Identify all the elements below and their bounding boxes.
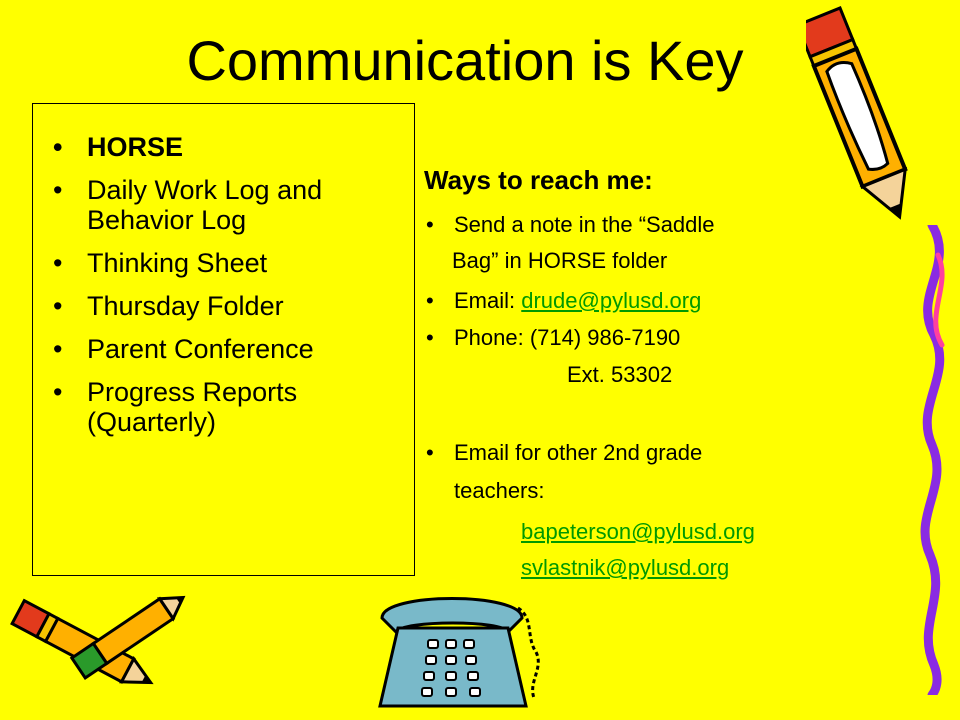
phone-ext: Ext. 53302 [567,362,673,387]
other-teachers-line-2: teachers: [454,478,545,503]
list-item: • Daily Work Log and Behavior Log [53,175,413,235]
bullet-icon: • [426,212,434,237]
list-item: • HORSE [53,132,413,162]
left-list-box [32,103,415,576]
list-item: • Parent Conference [53,334,413,364]
communication-list [53,132,413,450]
list-item: • Thursday Folder [53,291,413,321]
pencils-icon [0,580,200,700]
list-item: • Thinking Sheet [53,248,413,278]
email-row [454,287,701,314]
other-email-link-1[interactable]: bapeterson@pylusd.org [521,519,755,544]
bullet-icon: • [426,325,434,350]
other-teachers-line-1: Email for other 2nd grade [454,440,703,465]
note-line-2: Bag” in HORSE folder [452,248,668,273]
slide-title: Communication is Key [186,29,744,92]
phone-line: Phone: (714) 986-7190 [454,325,681,350]
bullet-icon: • [426,288,434,313]
pencil-icon [806,2,916,230]
reach-heading: Ways to reach me: [424,165,653,195]
email-label: Email: [454,288,522,313]
note-line-1: Send a note in the “Saddle [454,212,715,237]
email-link[interactable]: drude@pylusd.org [521,288,702,313]
other-email-link-2[interactable]: svlastnik@pylusd.org [521,555,730,580]
telephone-icon [368,578,548,714]
decorative-squiggle-icon [904,225,960,695]
list-item: • Progress Reports (Quarterly) [53,377,413,437]
bullet-icon: • [426,440,434,465]
